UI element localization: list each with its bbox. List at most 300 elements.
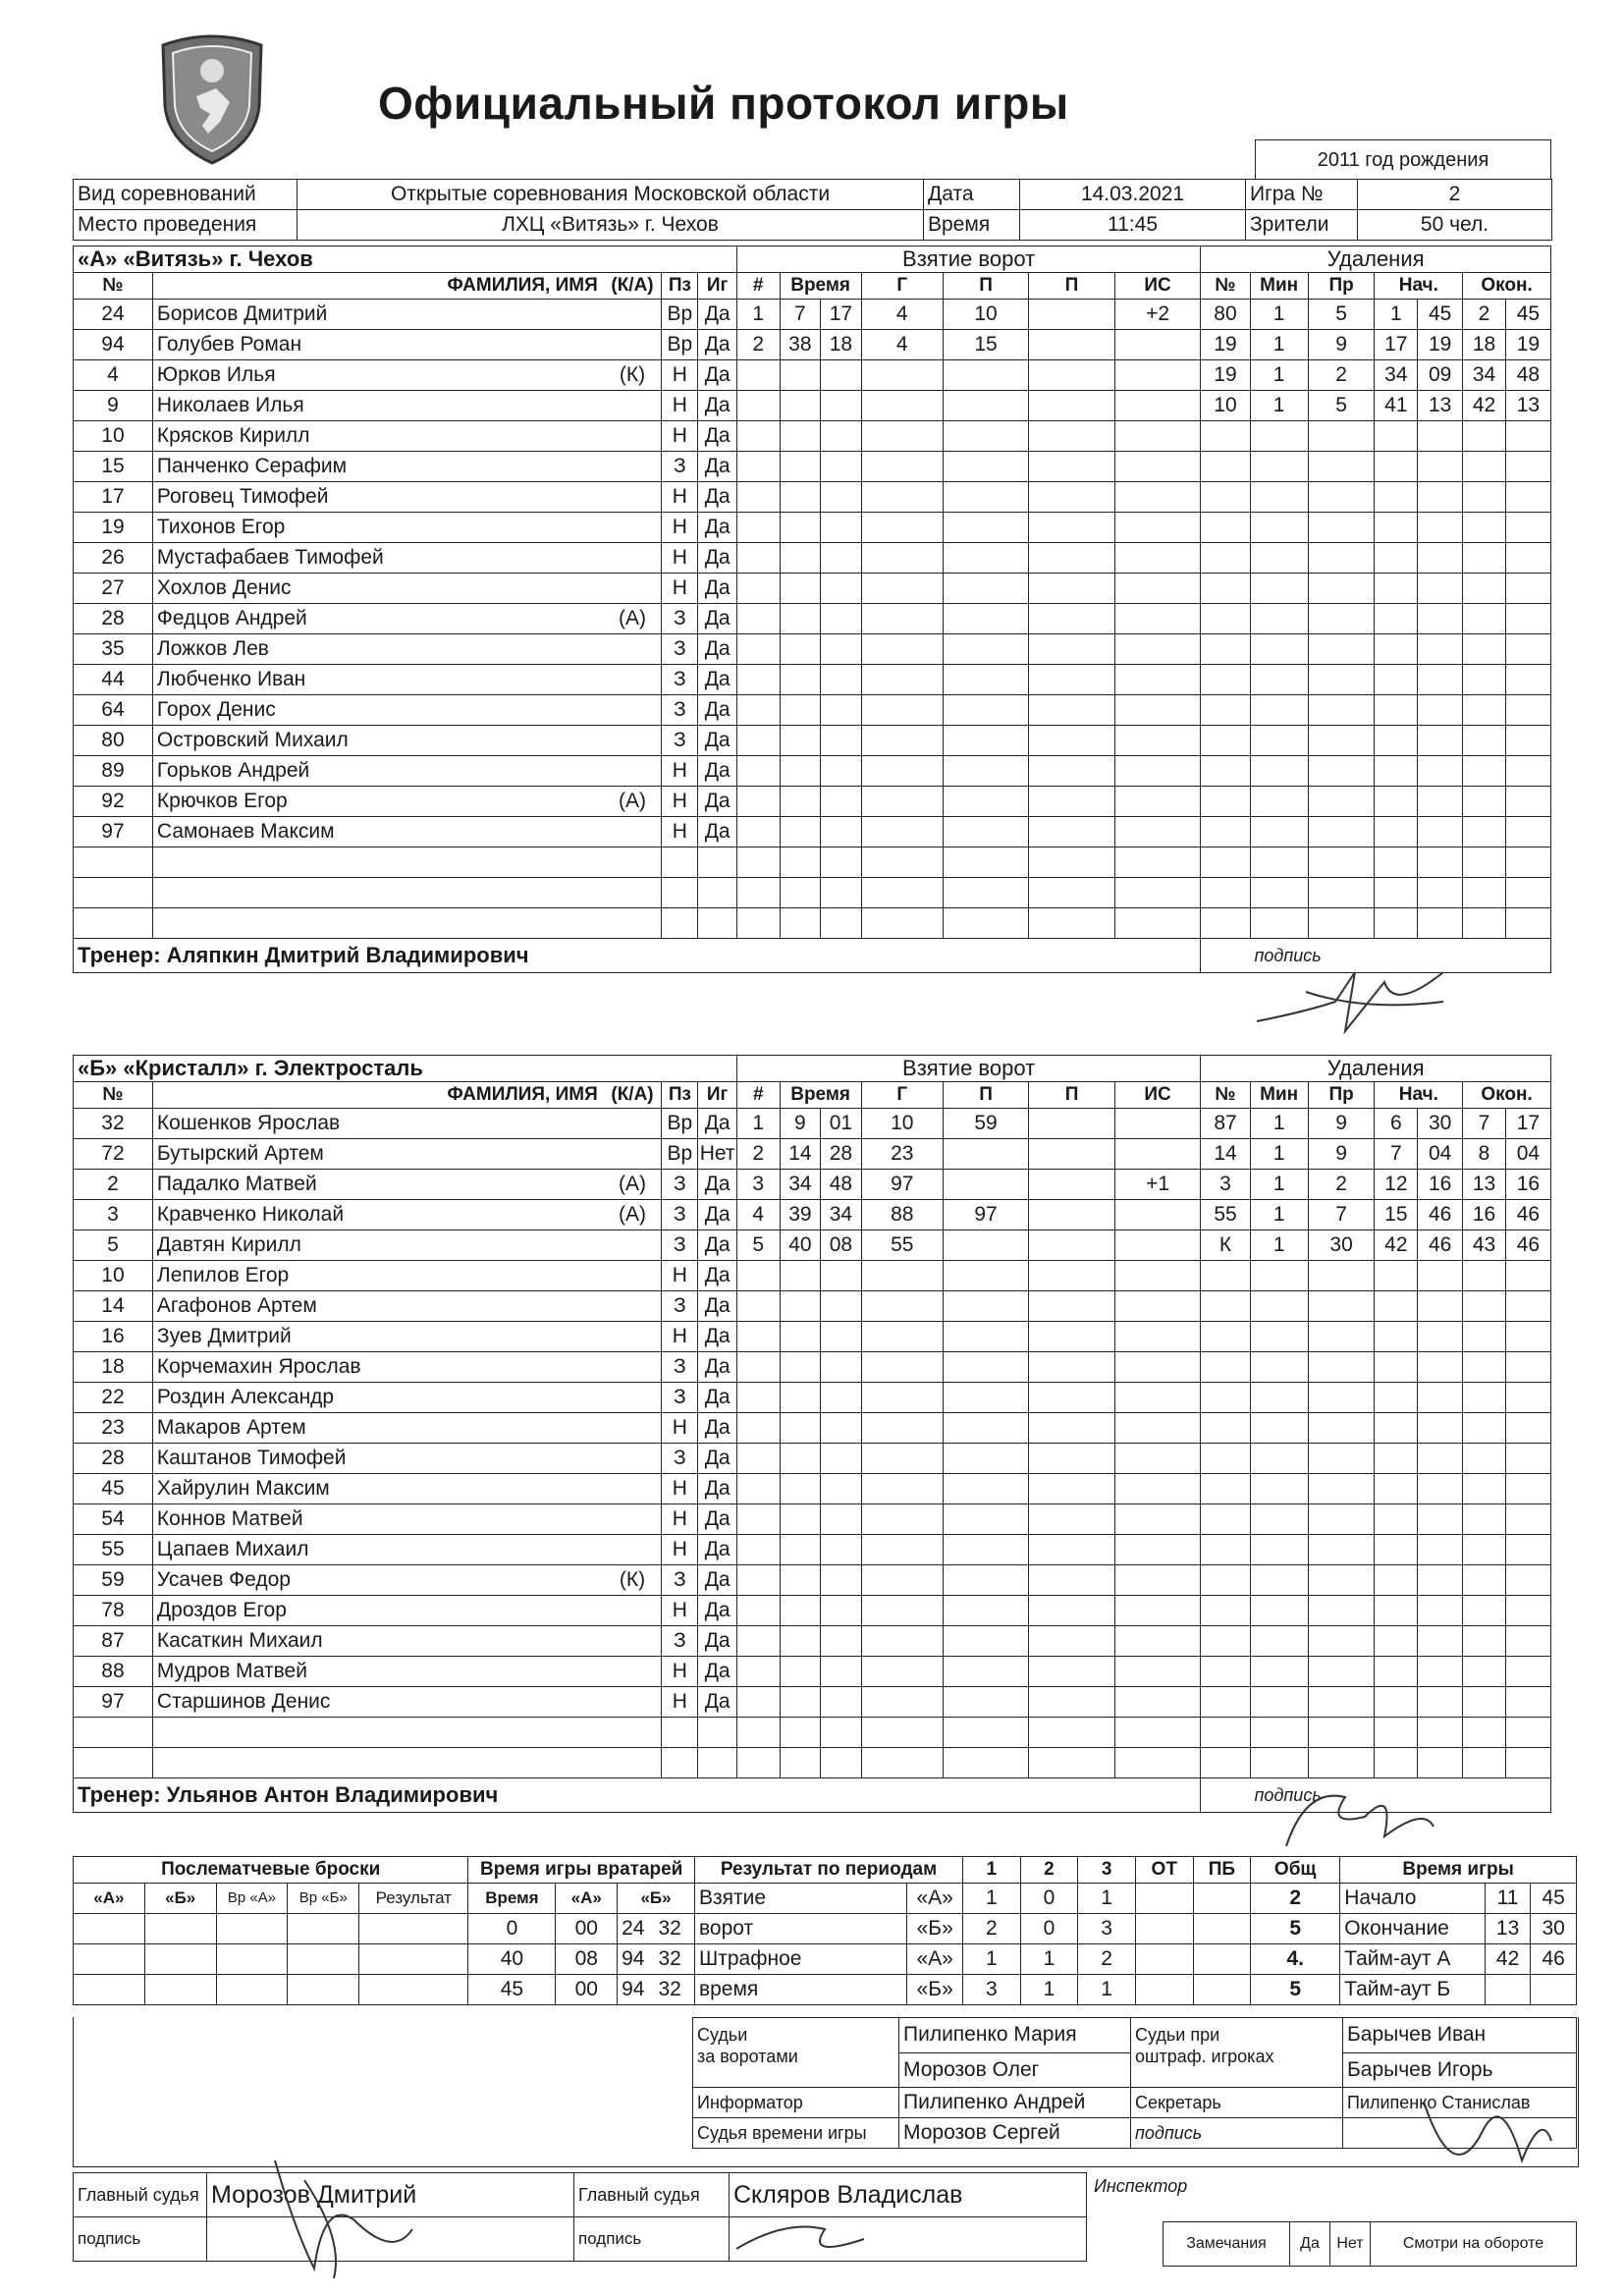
goal-assist-2 (1029, 1596, 1114, 1626)
penalty-end-sec (1505, 604, 1550, 634)
summary-table (73, 1856, 1577, 2005)
goal-minute: 14 (780, 1139, 821, 1170)
goal-minute (780, 1687, 821, 1718)
penalty-reason (1308, 756, 1375, 787)
col-ka: (К/А) (604, 273, 662, 300)
player-number: 92 (74, 787, 153, 817)
period-value (1135, 1914, 1193, 1944)
goal-assist-2 (1029, 665, 1114, 695)
period-value: 1 (1078, 1975, 1136, 2005)
penalty-end-min: 13 (1463, 1170, 1506, 1200)
goal-assist-2 (1029, 482, 1114, 513)
goal-assist-2 (1029, 543, 1114, 574)
penalty-minutes (1250, 1596, 1308, 1626)
player-row (74, 1718, 1551, 1748)
player-number: 54 (74, 1504, 153, 1535)
goal-strength (1114, 1322, 1201, 1352)
player-played: Да (698, 756, 736, 787)
penalty-end-min (1463, 878, 1506, 908)
penalty-end-sec (1505, 1413, 1550, 1444)
game-no-value: 2 (1358, 180, 1552, 210)
goal-second: 28 (821, 1139, 862, 1170)
penalty-end-min: 43 (1463, 1230, 1506, 1261)
goal-second (821, 1596, 862, 1626)
penalty-start-min (1375, 695, 1418, 726)
penalty-end-sec (1505, 1565, 1550, 1596)
goal-assist-1 (943, 604, 1028, 634)
player-role (604, 452, 662, 482)
goal-number (736, 1565, 780, 1596)
player-position: З (662, 1230, 698, 1261)
goal-number (736, 482, 780, 513)
col-played: Иг (698, 1082, 736, 1109)
player-row (74, 543, 1551, 574)
penalty-minutes (1250, 665, 1308, 695)
penalty-start-min (1375, 634, 1418, 665)
penalty-start-min (1375, 452, 1418, 482)
goalie-time: 40 (468, 1944, 556, 1975)
penalty-minutes: 1 (1250, 330, 1308, 360)
player-played: Да (698, 1170, 736, 1200)
goal-strength (1114, 482, 1201, 513)
penalty-reason: 2 (1308, 1170, 1375, 1200)
penalty-reason: 9 (1308, 1139, 1375, 1170)
player-role (604, 878, 662, 908)
signature-label-1: подпись (74, 2217, 207, 2262)
player-name: Макаров Артем (152, 1413, 603, 1444)
goal-number (736, 1291, 780, 1322)
goal-number (736, 1413, 780, 1444)
goal-assist-2 (1029, 1474, 1114, 1504)
goal-minute (780, 665, 821, 695)
goalie-a: 94 32 (618, 1975, 695, 2005)
goal-scorer (861, 1626, 943, 1657)
penalty-start-sec (1418, 756, 1463, 787)
goalie-time-title: Время игры вратарей (468, 1857, 695, 1884)
goal-scorer (861, 726, 943, 756)
goal-minute (780, 1261, 821, 1291)
penalty-end-sec (1505, 482, 1550, 513)
goal-scorer (861, 574, 943, 604)
player-position: Н (662, 513, 698, 543)
penalty-judge-2: Барычев Игорь (1343, 2052, 1577, 2088)
goal-number: 3 (736, 1170, 780, 1200)
penalty-start-sec (1418, 1504, 1463, 1535)
penalty-start-sec (1418, 695, 1463, 726)
penalty-start-min (1375, 1352, 1418, 1383)
penalty-end-sec: 13 (1505, 391, 1550, 421)
period-value: 0 (1020, 1914, 1078, 1944)
period-col-2: 2 (1020, 1857, 1078, 1884)
goal-assist-2 (1029, 1352, 1114, 1383)
player-number: 4 (74, 360, 153, 391)
goal-scorer (861, 604, 943, 634)
penalty-end-min (1463, 787, 1506, 817)
col-assist-2: П (1029, 273, 1114, 300)
period-value: 0 (1020, 1884, 1078, 1914)
goal-minute (780, 1748, 821, 1778)
goal-second: 08 (821, 1230, 862, 1261)
goal-assist-2 (1029, 1170, 1114, 1200)
penalty-start-sec (1418, 1352, 1463, 1383)
penalty-reason (1308, 543, 1375, 574)
player-row (74, 1322, 1551, 1352)
player-position: З (662, 1291, 698, 1322)
player-number: 32 (74, 1109, 153, 1139)
penalty-end-min (1463, 1383, 1506, 1413)
penalty-player (1201, 1687, 1250, 1718)
penalty-start-sec (1418, 1626, 1463, 1657)
penalty-player: 10 (1201, 391, 1250, 421)
goal-assist-1 (943, 817, 1028, 847)
goal-number (736, 513, 780, 543)
penalty-start-sec (1418, 878, 1463, 908)
player-name: Голубев Роман (152, 330, 603, 360)
penalty-start-sec (1418, 482, 1463, 513)
player-row (74, 756, 1551, 787)
date-value: 14.03.2021 (1020, 180, 1246, 210)
player-role (604, 908, 662, 939)
goal-minute (780, 452, 821, 482)
penalty-start-sec (1418, 1322, 1463, 1352)
player-played: Да (698, 1535, 736, 1565)
penalty-start-min: 15 (1375, 1200, 1418, 1230)
player-played: Да (698, 452, 736, 482)
goalie-a: 94 32 (618, 1944, 695, 1975)
col-no: № (74, 273, 153, 300)
player-role (604, 1109, 662, 1139)
penalty-end-min (1463, 1261, 1506, 1291)
penalty-end-sec (1505, 1718, 1550, 1748)
penalty-minutes (1250, 1687, 1308, 1718)
col-scorer: Г (861, 273, 943, 300)
goal-strength (1114, 1626, 1201, 1657)
player-role (604, 482, 662, 513)
player-role (604, 543, 662, 574)
goal-strength (1114, 634, 1201, 665)
period-value (1135, 1975, 1193, 2005)
player-played: Да (698, 574, 736, 604)
goal-minute (780, 817, 821, 847)
penalty-end-sec (1505, 1687, 1550, 1718)
player-played: Да (698, 360, 736, 391)
player-played (698, 878, 736, 908)
penalty-end-sec (1505, 574, 1550, 604)
penalty-end-sec (1505, 543, 1550, 574)
penalty-start-sec: 30 (1418, 1109, 1463, 1139)
goal-minute (780, 756, 821, 787)
penalty-start-min (1375, 756, 1418, 787)
goal-assist-2 (1029, 1261, 1114, 1291)
player-role (604, 1444, 662, 1474)
penalty-start-min (1375, 574, 1418, 604)
period-value: 1 (963, 1944, 1021, 1975)
penalty-end-sec (1505, 878, 1550, 908)
goal-assist-2 (1029, 1657, 1114, 1687)
player-position: Н (662, 421, 698, 452)
penalty-end-sec (1505, 634, 1550, 665)
player-name: Крясков Кирилл (152, 421, 603, 452)
player-position: Н (662, 574, 698, 604)
player-row (74, 1170, 1551, 1200)
penalty-player (1201, 908, 1250, 939)
penalty-reason (1308, 452, 1375, 482)
goal-minute (780, 1596, 821, 1626)
penalty-start-min (1375, 1626, 1418, 1657)
penalty-end-sec (1505, 695, 1550, 726)
penalty-minutes (1250, 634, 1308, 665)
player-name: Мустафабаев Тимофей (152, 543, 603, 574)
penalty-minutes (1250, 513, 1308, 543)
player-row (74, 1596, 1551, 1626)
goal-scorer (861, 1291, 943, 1322)
penalty-start-sec (1418, 726, 1463, 756)
goal-assist-1 (943, 1565, 1028, 1596)
penalty-judges-label-1: Судьи при (1135, 2025, 1220, 2045)
player-name: Касаткин Михаил (152, 1626, 603, 1657)
player-role (604, 1352, 662, 1383)
player-number (74, 908, 153, 939)
period-value (1193, 1975, 1251, 2005)
player-row (74, 574, 1551, 604)
player-played: Да (698, 1291, 736, 1322)
player-row (74, 1504, 1551, 1535)
player-role (604, 1596, 662, 1626)
goal-number (736, 756, 780, 787)
penalty-player (1201, 574, 1250, 604)
goal-number (736, 726, 780, 756)
penalty-start-sec (1418, 543, 1463, 574)
penalty-reason (1308, 878, 1375, 908)
goal-assist-1 (943, 1626, 1028, 1657)
goal-assist-1 (943, 360, 1028, 391)
player-name: Горьков Андрей (152, 756, 603, 787)
goal-assist-2 (1029, 1200, 1114, 1230)
penalty-end-sec (1505, 1383, 1550, 1413)
penalty-player (1201, 513, 1250, 543)
player-role (604, 1657, 662, 1687)
penalty-reason (1308, 482, 1375, 513)
game-info-table (73, 179, 1552, 241)
player-role: (К) (604, 360, 662, 391)
col-pos: Пз (662, 273, 698, 300)
penalty-end-min (1463, 726, 1506, 756)
penalty-end-sec (1505, 665, 1550, 695)
period-value (1193, 1884, 1251, 1914)
penalty-reason (1308, 1718, 1375, 1748)
player-number: 97 (74, 817, 153, 847)
penalty-start-min (1375, 1474, 1418, 1504)
remarks-no[interactable]: Нет (1329, 2222, 1370, 2266)
goal-assist-2 (1029, 1139, 1114, 1170)
goal-second (821, 726, 862, 756)
pim-label-2: время (694, 1975, 906, 2005)
player-number: 15 (74, 452, 153, 482)
player-number: 18 (74, 1352, 153, 1383)
goal-assist-1 (943, 1444, 1028, 1474)
penalty-start-min (1375, 1291, 1418, 1322)
penalty-minutes (1250, 1474, 1308, 1504)
goal-scorer (861, 482, 943, 513)
col-name: ФАМИЛИЯ, ИМЯ (152, 273, 603, 300)
goal-assist-1 (943, 847, 1028, 878)
goal-number (736, 391, 780, 421)
penalty-minutes (1250, 482, 1308, 513)
goal-second (821, 787, 862, 817)
player-number: 14 (74, 1291, 153, 1322)
goal-second (821, 1261, 862, 1291)
player-played: Да (698, 1383, 736, 1413)
signature-label: подпись (1201, 939, 1375, 973)
penalty-player (1201, 665, 1250, 695)
goal-scorer (861, 1535, 943, 1565)
col-played: Иг (698, 273, 736, 300)
penalty-minutes (1250, 1352, 1308, 1383)
goal-scorer (861, 391, 943, 421)
chief-label-1: Главный судья (74, 2173, 207, 2217)
col-pen-min: Мин (1250, 273, 1308, 300)
page-title: Официальный протокол игры (378, 78, 1069, 129)
penalty-start-min (1375, 604, 1418, 634)
total-value: 5 (1251, 1914, 1340, 1944)
goal-number (736, 787, 780, 817)
player-name: Цапаев Михаил (152, 1535, 603, 1565)
player-role (604, 513, 662, 543)
player-position: З (662, 1444, 698, 1474)
time-label: Время (924, 210, 1020, 241)
player-played: Да (698, 1230, 736, 1261)
penalty-minutes (1250, 847, 1308, 878)
player-position: Н (662, 482, 698, 513)
player-role (604, 1504, 662, 1535)
goal-assist-1 (943, 1504, 1028, 1535)
penalty-end-min (1463, 817, 1506, 847)
goalie-time: 00 (556, 1914, 618, 1944)
goal-assist-1 (943, 1291, 1028, 1322)
penalty-end-sec (1505, 1474, 1550, 1504)
penalty-minutes (1250, 1444, 1308, 1474)
goal-assist-2 (1029, 634, 1114, 665)
player-position: З (662, 1170, 698, 1200)
player-role: (А) (604, 604, 662, 634)
goal-second (821, 908, 862, 939)
goal-scorer (861, 787, 943, 817)
penalty-reason (1308, 695, 1375, 726)
penalty-player (1201, 847, 1250, 878)
penalty-reason: 2 (1308, 360, 1375, 391)
goal-scorer: 55 (861, 1230, 943, 1261)
period-value: 1 (1078, 1884, 1136, 1914)
penalty-end-min (1463, 1626, 1506, 1657)
goal-number: 1 (736, 1109, 780, 1139)
player-position: Н (662, 391, 698, 421)
player-name (152, 908, 603, 939)
col-goal-time: Время (780, 273, 861, 300)
goal-assist-2 (1029, 1109, 1114, 1139)
col-assist-1: П (943, 273, 1028, 300)
goal-scorer (861, 1657, 943, 1687)
player-name: Лепилов Егор (152, 1261, 603, 1291)
venue-label: Место проведения (74, 210, 298, 241)
penalty-player (1201, 482, 1250, 513)
player-played: Нет (698, 1139, 736, 1170)
penalty-player: 3 (1201, 1170, 1250, 1200)
penalty-start-min: 7 (1375, 1139, 1418, 1170)
penalty-player: 80 (1201, 300, 1250, 330)
player-played: Да (698, 1261, 736, 1291)
goal-strength (1114, 908, 1201, 939)
teamA-coach: Тренер: Аляпкин Дмитрий Владимирович (74, 939, 1201, 973)
penalty-start-min: 1 (1375, 300, 1418, 330)
goal-second: 48 (821, 1170, 862, 1200)
goal-number (736, 421, 780, 452)
goal-number (736, 1352, 780, 1383)
penalty-start-sec: 04 (1418, 1139, 1463, 1170)
penalty-player: 14 (1201, 1139, 1250, 1170)
player-name: Самонаев Максим (152, 817, 603, 847)
player-row (74, 604, 1551, 634)
player-row (74, 1565, 1551, 1596)
player-name: Давтян Кирилл (152, 1230, 603, 1261)
penalty-player (1201, 1565, 1250, 1596)
penalty-start-min (1375, 421, 1418, 452)
goal-strength (1114, 1109, 1201, 1139)
player-role (604, 726, 662, 756)
goal-minute: 34 (780, 1170, 821, 1200)
penalty-start-sec (1418, 1718, 1463, 1748)
goal-assist-1 (943, 726, 1028, 756)
goal-second (821, 1444, 862, 1474)
player-row (74, 1444, 1551, 1474)
goal-strength (1114, 1444, 1201, 1474)
penalty-start-min: 41 (1375, 391, 1418, 421)
penalty-end-min (1463, 1504, 1506, 1535)
penalty-reason (1308, 1504, 1375, 1535)
goal-minute: 7 (780, 300, 821, 330)
goal-assist-1 (943, 1718, 1028, 1748)
remarks-yes[interactable]: Да (1289, 2222, 1329, 2266)
penalty-reason (1308, 1352, 1375, 1383)
goal-strength (1114, 1687, 1201, 1718)
goal-second (821, 604, 862, 634)
penalty-start-sec (1418, 1535, 1463, 1565)
total-value: 2 (1251, 1884, 1340, 1914)
goal-assist-2 (1029, 1383, 1114, 1413)
goal-strength (1114, 1748, 1201, 1778)
penalty-player (1201, 1474, 1250, 1504)
penalty-reason (1308, 665, 1375, 695)
col-name: ФАМИЛИЯ, ИМЯ (152, 1082, 603, 1109)
col-pen-no: № (1201, 1082, 1250, 1109)
penalty-end-sec (1505, 908, 1550, 939)
player-name: Кравченко Николай (152, 1200, 603, 1230)
player-name: Агафонов Артем (152, 1291, 603, 1322)
goal-strength (1114, 847, 1201, 878)
player-role (604, 1626, 662, 1657)
period-value (1135, 1944, 1193, 1975)
player-role (604, 1413, 662, 1444)
goal-assist-1: 15 (943, 330, 1028, 360)
goalie-col: «А» (556, 1884, 618, 1914)
player-role (604, 634, 662, 665)
penalties-section-title: Удаления (1201, 1056, 1551, 1082)
goal-minute (780, 1626, 821, 1657)
player-name: Мудров Матвей (152, 1657, 603, 1687)
player-role (604, 1474, 662, 1504)
player-name: Зуев Дмитрий (152, 1322, 603, 1352)
goal-number (736, 1504, 780, 1535)
player-name: Корчемахин Ярослав (152, 1352, 603, 1383)
